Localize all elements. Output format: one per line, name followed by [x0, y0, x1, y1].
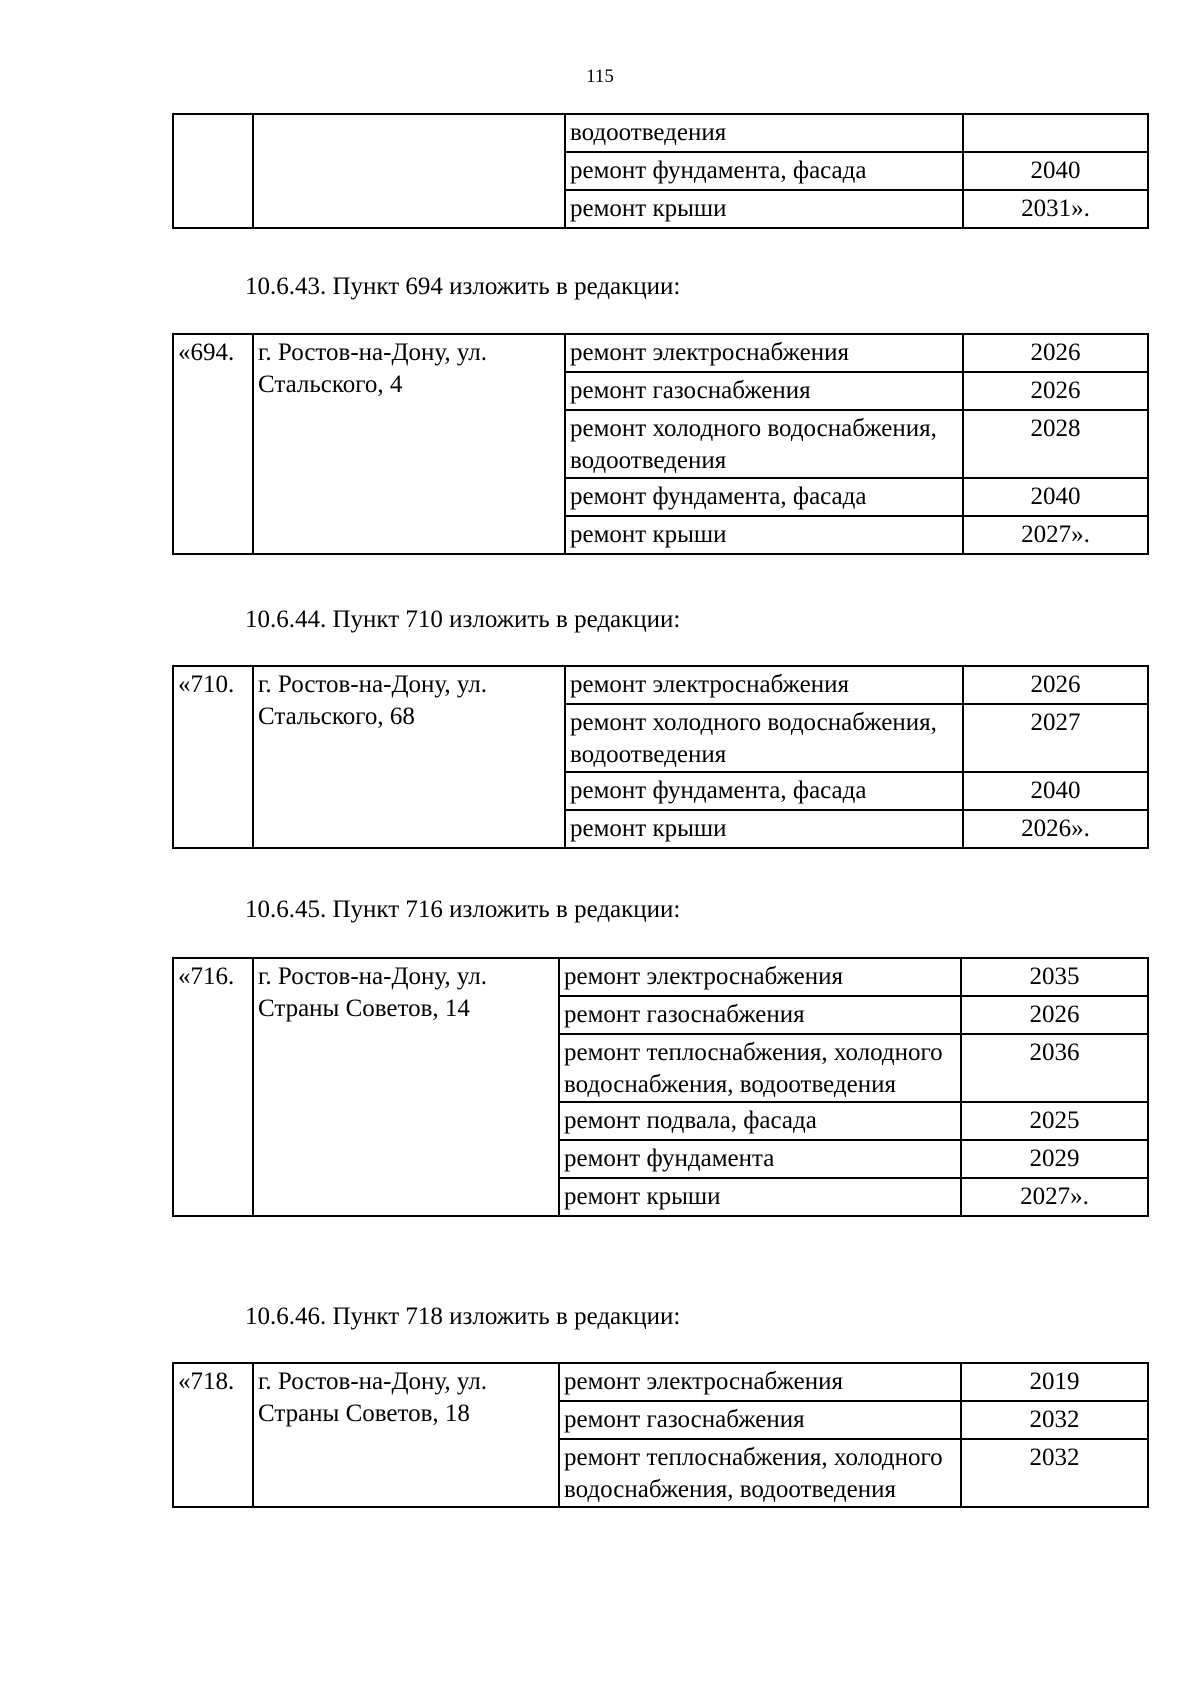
- year-cell: 2032: [961, 1401, 1148, 1439]
- year-cell: 2026: [961, 996, 1148, 1034]
- table-row: [173, 334, 1148, 372]
- work-cell: ремонт крыши: [565, 810, 963, 848]
- section-heading: 10.6.44. Пункт 710 изложить в редакции:: [245, 606, 681, 633]
- work-cell: ремонт газоснабжения: [565, 372, 963, 410]
- address-cell: г. Ростов-на-Дону, ул. Стальского, 4: [253, 334, 565, 554]
- section-heading: 10.6.46. Пункт 718 изложить в редакции:: [245, 1303, 681, 1330]
- work-cell: ремонт электроснабжения: [559, 1363, 961, 1401]
- work-cell: ремонт холодного водоснабжения, водоотведения: [565, 704, 963, 772]
- work-cell: ремонт теплоснабжения, холодного водоснабжения, водоотведения: [559, 1439, 961, 1507]
- work-cell: ремонт крыши: [565, 190, 963, 228]
- year-cell: 2031».: [963, 190, 1148, 228]
- year-cell: 2025: [961, 1102, 1148, 1140]
- work-cell: ремонт электроснабжения: [559, 958, 961, 996]
- year-cell: 2027».: [961, 1178, 1148, 1216]
- page-number: 115: [586, 66, 614, 87]
- year-cell: 2040: [963, 478, 1148, 516]
- table-row: [173, 666, 1148, 704]
- year-cell: 2028: [963, 410, 1148, 478]
- work-cell: ремонт теплоснабжения, холодного водоснабжения, водоотведения: [559, 1034, 961, 1102]
- address-cell: г. Ростов-на-Дону, ул. Стальского, 68: [253, 666, 565, 848]
- year-cell: [963, 114, 1148, 152]
- year-cell: 2029: [961, 1140, 1148, 1178]
- year-cell: 2040: [963, 772, 1148, 810]
- work-cell: ремонт подвала, фасада: [559, 1102, 961, 1140]
- work-cell: ремонт фундамента: [559, 1140, 961, 1178]
- address-cell: г. Ростов-на-Дону, ул. Страны Советов, 14: [253, 958, 559, 1216]
- year-cell: 2026: [963, 372, 1148, 410]
- number-cell: [173, 114, 253, 228]
- address-cell: г. Ростов-на-Дону, ул. Страны Советов, 18: [253, 1363, 559, 1507]
- table-row: [173, 1363, 1148, 1401]
- item-number: «710.: [173, 666, 253, 848]
- address-cell: [253, 114, 565, 228]
- work-cell: ремонт крыши: [559, 1178, 961, 1216]
- work-cell: ремонт крыши: [565, 516, 963, 554]
- work-cell: ремонт газоснабжения: [559, 996, 961, 1034]
- table-row: [173, 958, 1148, 996]
- section-heading: 10.6.43. Пункт 694 изложить в редакции:: [245, 273, 681, 300]
- year-cell: 2036: [961, 1034, 1148, 1102]
- section-table: [172, 1362, 1149, 1508]
- work-cell: ремонт холодного водоснабжения, водоотведения: [565, 410, 963, 478]
- continuation-table: [172, 113, 1149, 229]
- year-cell: 2032: [961, 1439, 1148, 1507]
- year-cell: 2019: [961, 1363, 1148, 1401]
- section-table: [172, 957, 1149, 1217]
- work-cell: водоотведения: [565, 114, 963, 152]
- section-heading: 10.6.45. Пункт 716 изложить в редакции:: [245, 896, 681, 923]
- year-cell: 2027».: [963, 516, 1148, 554]
- year-cell: 2040: [963, 152, 1148, 190]
- table-row: [173, 114, 1148, 152]
- section-table: [172, 665, 1149, 849]
- year-cell: 2026: [963, 666, 1148, 704]
- item-number: «694.: [173, 334, 253, 554]
- year-cell: 2027: [963, 704, 1148, 772]
- item-number: «716.: [173, 958, 253, 1216]
- year-cell: 2026: [963, 334, 1148, 372]
- year-cell: 2035: [961, 958, 1148, 996]
- item-number: «718.: [173, 1363, 253, 1507]
- year-cell: 2026».: [963, 810, 1148, 848]
- work-cell: ремонт фундамента, фасада: [565, 772, 963, 810]
- work-cell: ремонт фундамента, фасада: [565, 152, 963, 190]
- section-table: [172, 333, 1149, 555]
- work-cell: ремонт газоснабжения: [559, 1401, 961, 1439]
- work-cell: ремонт электроснабжения: [565, 666, 963, 704]
- work-cell: ремонт фундамента, фасада: [565, 478, 963, 516]
- work-cell: ремонт электроснабжения: [565, 334, 963, 372]
